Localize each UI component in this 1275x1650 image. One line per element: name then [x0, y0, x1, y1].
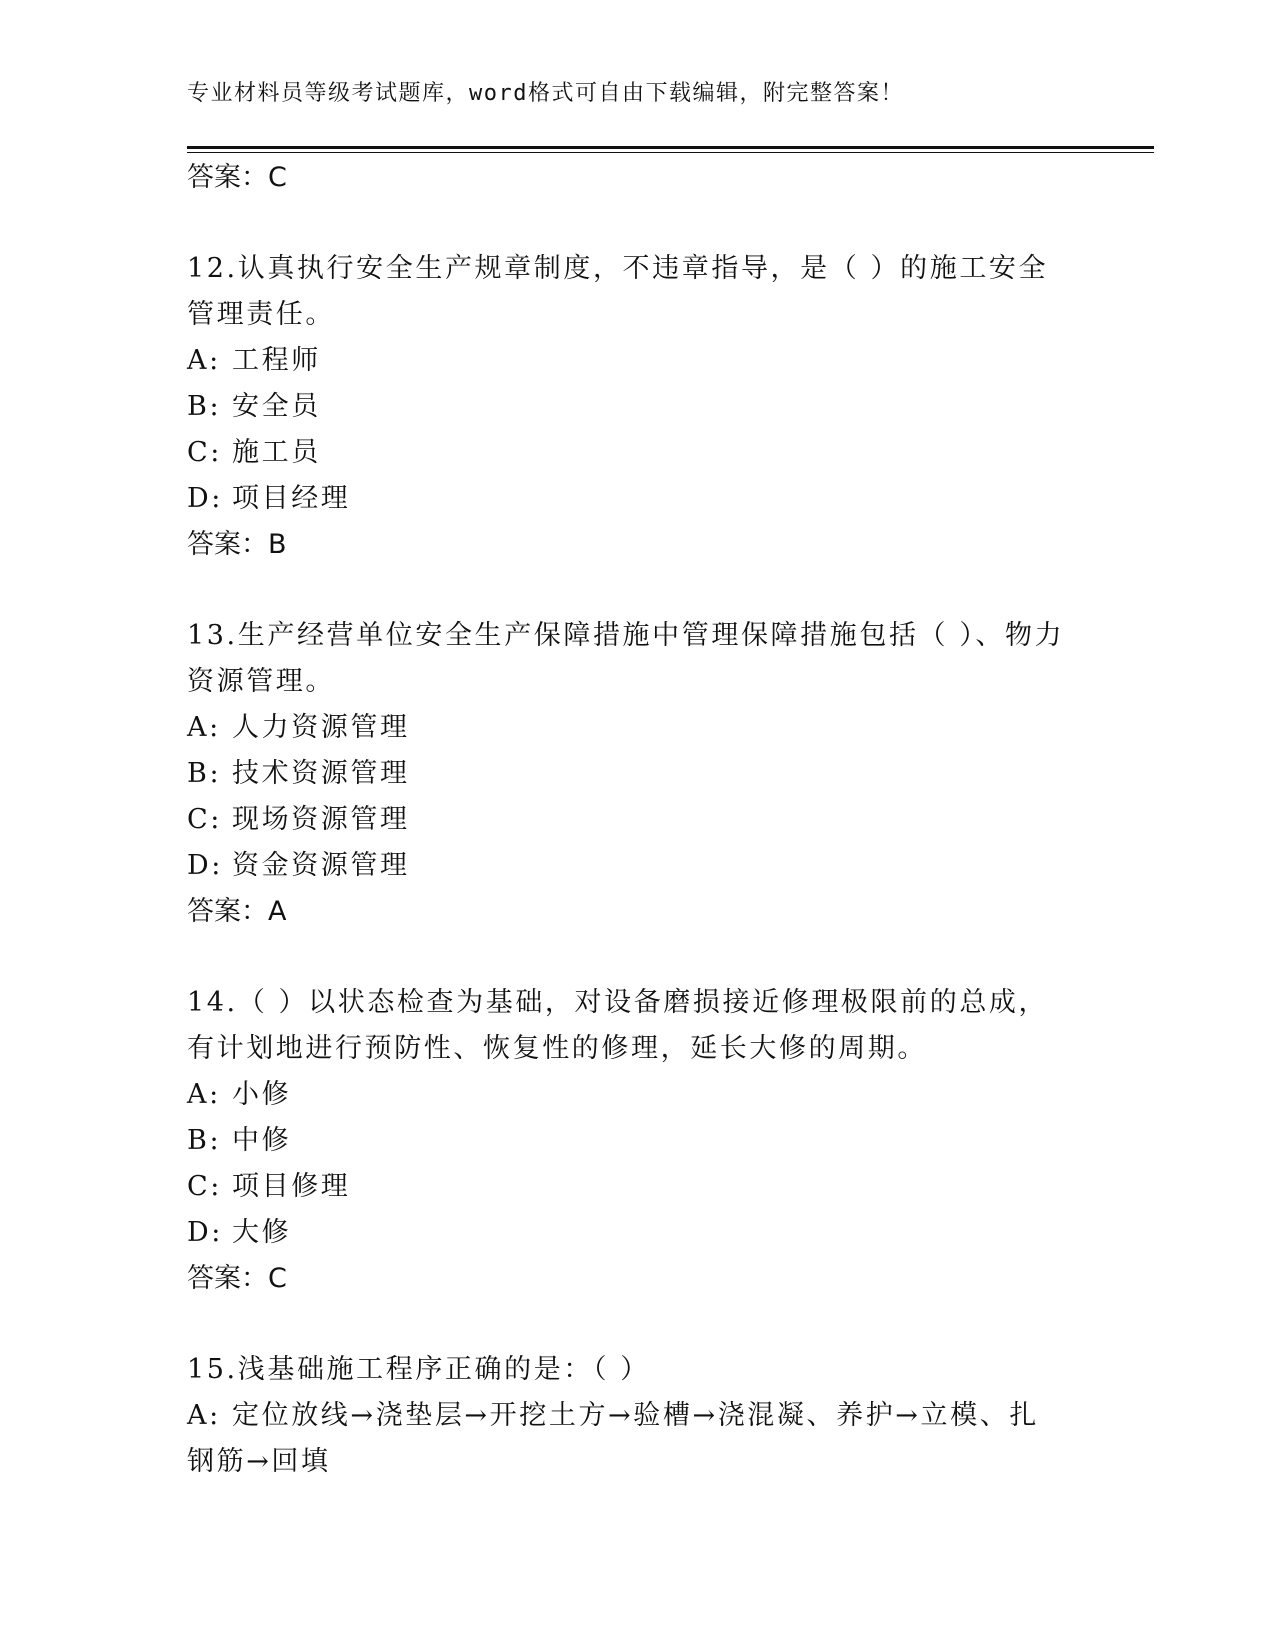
option-letter: A: [187, 1079, 221, 1110]
option-letter: A: [187, 1400, 221, 1431]
option-letter: A: [187, 345, 221, 376]
header-rule-thin [187, 152, 1154, 153]
option-letter: D: [187, 850, 223, 881]
option-text: 资金资源管理 [232, 850, 410, 881]
question-stem: 12.认真执行安全生产规章制度，不违章指导，是（ ）的施工安全管理责任。 [187, 253, 1049, 330]
option-letter: B: [187, 391, 222, 422]
option-text: 现场资源管理 [232, 804, 410, 835]
option-letter: A: [187, 712, 221, 743]
answer: 答案：A [187, 896, 287, 927]
option-letter: C: [187, 1171, 222, 1202]
option-a [187, 1072, 1067, 1118]
question-15 [187, 1347, 1067, 1485]
page-header: 专业材料员等级考试题库，word格式可自由下载编辑，附完整答案！ [187, 81, 904, 106]
option-text: 人力资源管理 [232, 712, 410, 743]
option-b [187, 384, 1067, 430]
question-stem: 15.浅基础施工程序正确的是：（ ） [187, 1354, 650, 1385]
option-d [187, 843, 1067, 889]
option-c [187, 430, 1067, 476]
question-13 [187, 613, 1067, 935]
option-text: 项目修理 [232, 1171, 351, 1202]
option-letter: D: [187, 483, 223, 514]
option-text: 小修 [232, 1079, 292, 1110]
document-content [187, 155, 1067, 1485]
option-text: 项目经理 [232, 483, 351, 514]
header-rule-thick [187, 146, 1154, 149]
previous-answer: 答案：C [187, 162, 287, 193]
option-text: 中修 [232, 1125, 292, 1156]
option-c [187, 1164, 1067, 1210]
answer: 答案：C [187, 1263, 287, 1294]
option-text: 施工员 [232, 437, 321, 468]
option-letter: C: [187, 804, 222, 835]
question-stem: 14.（ ）以状态检查为基础，对设备磨损接近修理极限前的总成，有计划地进行预防性、恢复性的修理，延长大修的周期。 [187, 987, 1049, 1064]
option-text: 大修 [232, 1217, 292, 1248]
option-letter: C: [187, 437, 222, 468]
option-d [187, 476, 1067, 522]
option-b [187, 1118, 1067, 1164]
option-letter: D: [187, 1217, 223, 1248]
question-14 [187, 980, 1067, 1302]
answer: 答案：B [187, 529, 287, 560]
option-a [187, 705, 1067, 751]
option-c [187, 797, 1067, 843]
option-a [187, 1393, 1067, 1485]
option-letter: B: [187, 758, 222, 789]
option-b [187, 751, 1067, 797]
question-stem: 13.生产经营单位安全生产保障措施中管理保障措施包括（ ）、物力资源管理。 [187, 620, 1065, 697]
option-d [187, 1210, 1067, 1256]
option-text: 技术资源管理 [232, 758, 410, 789]
option-text: 安全员 [232, 391, 321, 422]
option-a [187, 338, 1067, 384]
option-letter: B: [187, 1125, 222, 1156]
option-text: 定位放线→浇垫层→开挖土方→验槽→浇混凝、养护→立模、扎钢筋→回填 [187, 1400, 1039, 1477]
option-text: 工程师 [232, 345, 321, 376]
question-12 [187, 246, 1067, 568]
